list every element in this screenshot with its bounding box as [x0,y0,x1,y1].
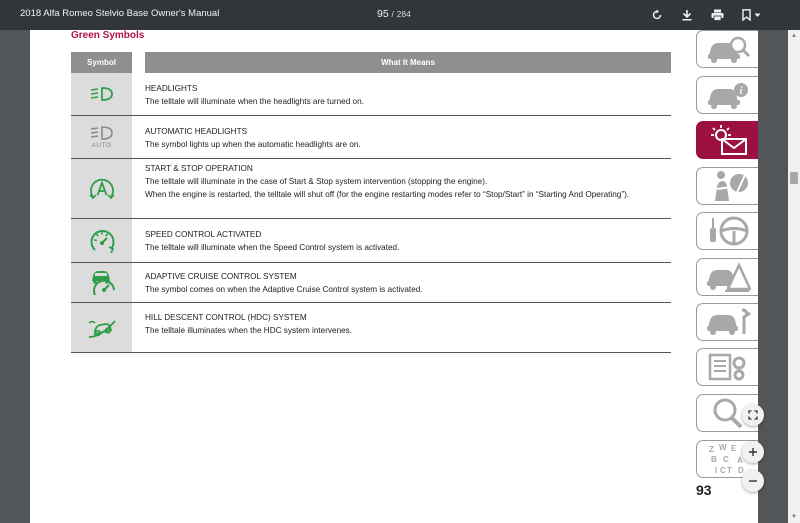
bookmark-icon [742,9,752,21]
row-heading: SPEED CONTROL ACTIVATED [145,230,262,239]
svg-text:C: C [719,466,726,475]
row-description: The telltale illuminates when the HDC system intervenes. [145,326,353,335]
print-button[interactable] [709,7,725,23]
table-row [71,116,671,159]
pdf-toolbar [0,0,800,30]
symbol-cell [71,303,132,352]
tab-safety[interactable] [696,167,758,205]
table-row [71,159,671,219]
fit-to-page-icon [748,410,758,420]
zoom-in-button[interactable] [742,441,764,463]
page-separator: / [391,9,394,19]
adaptive-cruise-icon [86,268,118,298]
row-description: The symbol comes on when the Adaptive Cruise Control system is activated. [145,285,423,294]
row-heading: HEADLIGHTS [145,84,198,93]
row-description: The symbol lights up when the automatic headlights are on. [145,140,361,149]
column-header-symbol: Symbol [71,52,132,73]
svg-text:T: T [726,466,732,475]
breakdown-icon [705,261,751,293]
page-number: 93 [696,482,712,498]
minus-icon [748,476,758,486]
symbols-table [71,52,671,353]
row-description: When the engine is restarted, the telltale will shut off (for the engine restarting modes refer to “Stop/Start” in “Starting And Operating”). [145,190,630,199]
tab-getting-to-know[interactable] [696,30,758,68]
car-magnifier-icon [705,34,751,64]
svg-text:i: i [739,86,742,97]
row-description: The telltale will illuminate when the headlights are turned on. [145,97,364,106]
download-button[interactable] [679,7,695,23]
tab-starting-driving[interactable] [696,212,758,250]
svg-text:D: D [737,466,744,475]
row-heading: ADAPTIVE CRUISE CONTROL SYSTEM [145,272,297,281]
rotate-icon [651,9,663,21]
bookmark-menu-button[interactable] [740,7,762,23]
steering-wheel-icon [705,214,751,248]
symbol-cell [71,263,132,302]
print-icon [711,9,724,21]
svg-text:W: W [718,443,727,452]
table-row [71,219,671,263]
row-heading: START & STOP OPERATION [145,164,253,173]
symbol-cell [71,73,132,115]
svg-text:Z: Z [708,445,714,454]
section-title: Green Symbols [71,30,145,41]
headlights-icon [89,86,115,102]
automatic-headlights-icon [89,126,115,141]
row-description: The telltale will illuminate in the case of Start & Stop system intervention (stopping the engine). [145,177,488,186]
svg-text:E: E [730,444,736,453]
svg-text:A: A [736,456,743,465]
pdf-page [30,30,758,523]
specifications-icon [705,351,751,383]
download-icon [681,9,693,21]
page-indicator [377,8,411,20]
table-row [71,263,671,303]
tab-warning-lights[interactable] [696,121,758,159]
symbol-cell [71,159,132,218]
warning-lights-icon [705,123,751,157]
tab-in-an-emergency[interactable] [696,258,758,296]
hill-descent-icon [87,315,117,341]
document-title: 2018 Alfa Romeo Stelvio Base Owner's Manual [20,8,220,19]
fit-page-button[interactable] [742,404,764,426]
svg-text:I: I [714,466,717,475]
auto-caption: AUTO [91,141,112,149]
symbol-cell [71,219,132,262]
table-header [71,52,671,73]
plus-icon [748,447,758,457]
speed-control-icon [87,227,117,255]
vertical-scrollbar[interactable] [788,30,800,523]
row-heading: AUTOMATIC HEADLIGHTS [145,127,248,136]
scroll-down-arrow-icon[interactable]: ▼ [791,514,797,520]
start-stop-icon [87,176,117,202]
symbol-cell [71,116,132,158]
table-row [71,303,671,353]
row-heading: HILL DESCENT CONTROL (HDC) SYSTEM [145,313,307,322]
tab-getting-to-know-instrument[interactable] [696,76,758,114]
svg-text:C: C [722,455,729,464]
scrollbar-thumb[interactable] [790,172,798,184]
rotate-button[interactable] [649,7,665,23]
column-header-meaning: What It Means [145,52,671,73]
current-page-input[interactable]: 95 [377,8,389,20]
table-row [71,73,671,116]
svg-text:B: B [710,455,717,464]
zoom-out-button[interactable] [742,470,764,492]
row-description: The telltale will illuminate when the Speed Control system is activated. [145,243,400,252]
car-info-icon [705,80,751,110]
airbag-icon [705,169,751,203]
chevron-down-icon [754,13,761,18]
tab-servicing-maintenance[interactable] [696,303,758,341]
tab-technical-specifications[interactable] [696,348,758,386]
car-service-icon [705,306,751,338]
total-pages: 284 [396,9,411,19]
scroll-up-arrow-icon[interactable]: ▲ [791,33,797,39]
